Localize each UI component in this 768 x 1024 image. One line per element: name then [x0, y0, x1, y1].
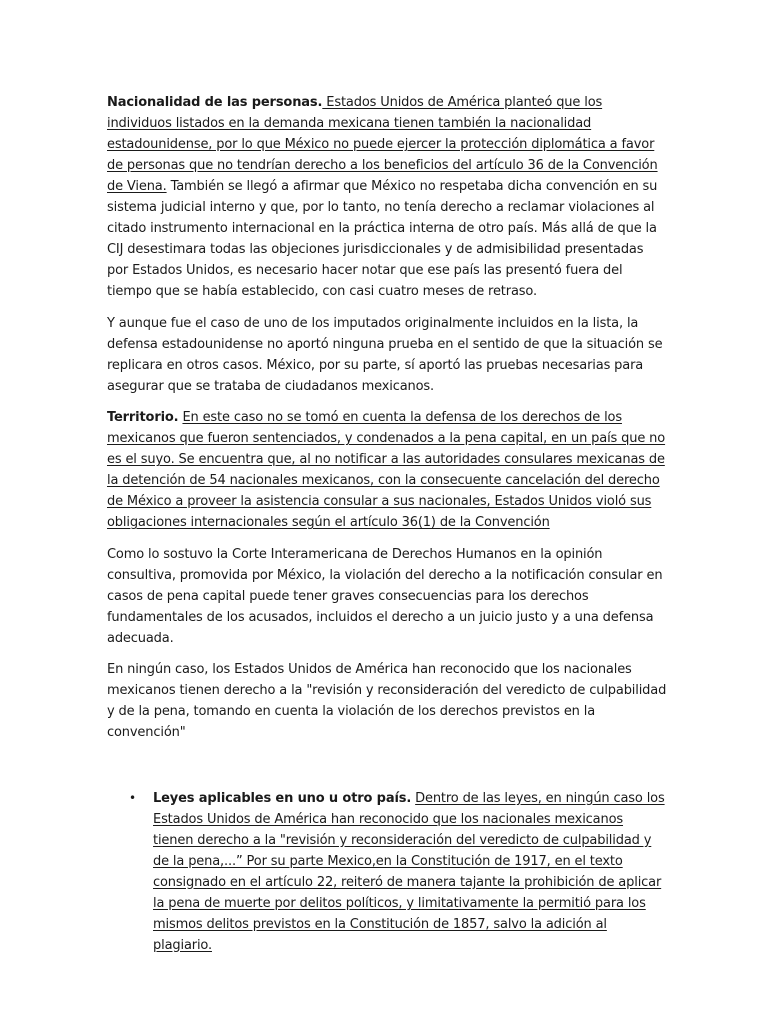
- paragraph-territorio: [107, 407, 667, 533]
- document-body: [107, 92, 667, 956]
- paragraph-nacionalidad: [107, 92, 667, 302]
- body-text-nacionalidad: También se llegó a afirmar que México no respetaba dicha convención en su sistema judicial interno y que, por lo tanto, no tenía derecho a reclamar violaciones al citado instrumento internacional en la práctica interna de otro país. Más allá de que la CIJ desestimara todas las objeciones jurisdiccionales y de admisibilidad presentadas por Estados Unidos, es necesario hacer notar que ese país las presentó fuera del tiempo que se había establecido, con casi cuatro meses de retraso.: [107, 179, 658, 299]
- underlined-text-leyes: Dentro de las leyes, en ningún caso los Estados Unidos de América han reconocido que los nacionales mexicanos tienen derecho a la "revisión y reconsideración del veredicto de culpabilidad y de la pena,...” Por su parte Mexico,en la Constitución de 1917, en el texto consignado en el artículo 22, reiteró de manera tajante la prohibición de aplicar la pena de muerte por delitos políticos, y limitativamente la permitió para los mismos delitos previstos en la Constitución de 1857, salvo la adición al plagiario.: [153, 790, 665, 953]
- paragraph-corte-interamericana: [107, 544, 667, 649]
- bullet-icon: •: [129, 790, 136, 805]
- underlined-text-territorio: En este caso no se tomó en cuenta la defensa de los derechos de los mexicanos que fueron sentenciados, y condenados a la pena capital, en un país que no es el suyo. Se encuentra que, al no notificar a las autoridades consulares mexicanas de la detención de 54 nacionales mexicanos, con la consecuente cancelación del derecho de México a proveer la asistencia consular a sus nacionales, Estados Unidos violó sus obligaciones internacionales según el artículo 36(1) de la Convención: [107, 410, 666, 530]
- paragraph-imputados: [107, 313, 667, 397]
- body-text-corte: Como lo sostuvo la Corte Interamericana de Derechos Humanos en la opinión consultiva, promovida por México, la violación del derecho a la notificación consular en casos de pena capital puede tener graves consecuencias para los derechos fundamentales de los acusados, incluidos el derecho a un juicio justo y a una defensa adecuada.: [107, 546, 663, 646]
- bullet-list: [107, 788, 667, 956]
- heading-nacionalidad: Nacionalidad de las personas.: [107, 95, 323, 110]
- paragraph-ningun-caso: [107, 659, 667, 743]
- body-text-ningun-caso: En ningún caso, los Estados Unidos de América han reconocido que los nacionales mexicanos tienen derecho a la "revisión y reconsideración del veredicto de culpabilidad y de la pena, tomando en cuenta la violación de los derechos previstos en la convención": [107, 662, 667, 740]
- list-item-leyes: [107, 788, 667, 956]
- heading-leyes: Leyes aplicables en uno u otro país.: [153, 790, 412, 806]
- body-text-imputados: Y aunque fue el caso de uno de los imputados originalmente incluidos en la lista, la defensa estadounidense no aportó ninguna prueba en el sentido de que la situación se replicara en otros casos. México, por su parte, sí aportó las pruebas necesarias para asegurar que se trataba de ciudadanos mexicanos.: [107, 315, 663, 394]
- spacer: [107, 754, 667, 788]
- heading-territorio: Territorio.: [107, 410, 179, 425]
- underlined-text-nacionalidad: Estados Unidos de América planteó que los individuos listados en la demanda mexicana tienen también la nacionalidad estadounidense, por lo que México no puede ejercer la protección diplomática a favor de personas que no tendrían derecho a los beneficios del artículo 36 de la Convención de Viena.: [107, 95, 658, 194]
